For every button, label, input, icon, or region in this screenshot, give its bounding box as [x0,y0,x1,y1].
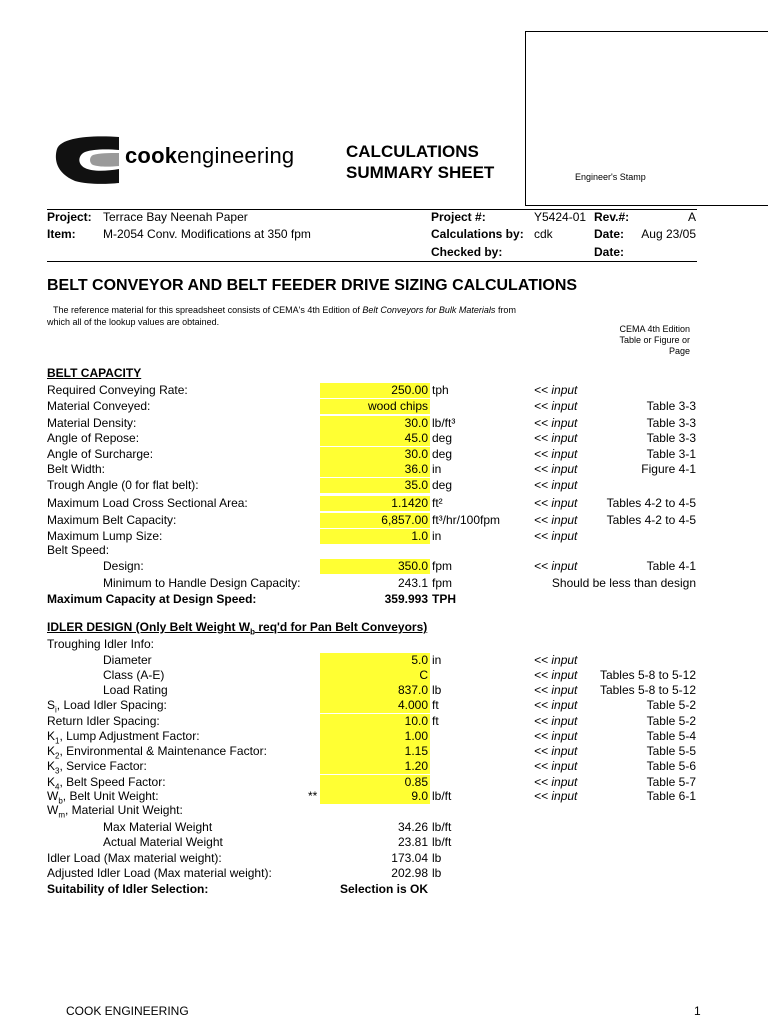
idler-factor-row-6-value: 0.85 [404,775,428,789]
belt-capacity-row-4-value: 45.0 [404,431,428,445]
suitability-value: Selection is OK [339,882,428,896]
idler-factor-row-4 [0,744,768,759]
belt-capacity-row-3 [0,416,768,431]
belt-capacity-row-10-label: Maximum Lump Size: [47,529,163,543]
belt-capacity-row-10 [0,529,768,544]
belt-capacity-row-7-value: 35.0 [404,478,428,492]
troughing-idler-row-2-input-marker: << input [534,668,578,682]
belt-capacity-row-5-input-marker: << input [534,447,578,461]
idler-factor-row-2 [0,714,768,729]
max-material-weight-unit: lb/ft [432,820,452,834]
troughing-row [0,637,768,652]
belt-capacity-row-8-input-marker: << input [534,496,578,510]
idler-factor-row-3-ref: Table 5-4 [646,729,696,743]
belt-capacity-row-5-unit: deg [432,447,453,461]
company-logo [53,135,123,185]
idler-factor-row-3-label: $K_1$, Lump Adjustment Factor: [47,729,200,746]
troughing-idler-row-3-ref: Tables 5-8 to 5-12 [599,683,696,697]
belt-capacity-row-1 [0,383,768,398]
belt-capacity-row-7-input-marker: << input [534,478,578,492]
belt-capacity-row-9-unit: ft³/hr/100fpm [432,513,501,527]
belt-speed-row [0,543,768,558]
max-material-weight-value: 34.26 [397,820,428,834]
idler-factor-row-4-input-marker: << input [534,744,578,758]
idler-factor-row-7-unit: lb/ft [432,789,452,803]
idler-factor-row-2-unit: ft [432,714,439,728]
idler-factor-row-1-input-marker: << input [534,698,578,712]
belt-capacity-row-8-unit: ft² [432,496,443,510]
belt-capacity-row-9-label: Maximum Belt Capacity: [47,513,177,527]
belt-capacity-row-9-value: 6,857.00 [381,513,428,527]
calc-by-label: Calculations by: [431,227,524,241]
belt-capacity-row-9-ref: Tables 4-2 to 4-5 [606,513,696,527]
reference-note: The reference material for this spreadsheet consists of CEMA's 4th Edition of Belt Conveyors for Bulk Materials from [53,305,516,315]
belt-capacity-row-8 [0,496,768,511]
checked-by-label: Checked by: [431,245,503,259]
belt-capacity-row-3-input-marker: << input [534,416,578,430]
belt-capacity-row-1-label: Required Conveying Rate: [47,383,188,397]
project-number-value: Y5424-01 [534,210,587,224]
date2-label: Date: [594,245,625,259]
belt-capacity-row-7-label: Trough Angle (0 for flat belt): [47,478,199,492]
belt-speed-label: Belt Speed: [47,543,110,557]
adjusted-idler-load-row [0,866,768,881]
main-title: BELT CONVEYOR AND BELT FEEDER DRIVE SIZING CALCULATIONS [47,277,578,294]
design-speed-value: 350.0 [397,559,428,573]
adjusted-idler-load-unit: lb [432,866,442,880]
belt-capacity-row-3-label: Material Density: [47,416,137,430]
troughing-idler-row-2-label: Class (A-E) [103,668,165,682]
max-capacity-value: 359.993 [384,592,428,606]
calc-by-value: cdk [534,227,553,241]
belt-capacity-row-2-value: wood chips [367,399,428,413]
idler-factor-row-1-ref: Table 5-2 [646,698,696,712]
idler-factor-row-5-value: 1.20 [404,759,428,773]
troughing-idler-row-1 [0,653,768,668]
belt-capacity-row-8-ref: Tables 4-2 to 4-5 [606,496,696,510]
item-value: M-2054 Conv. Modifications at 350 fpm [103,227,311,241]
project-value: Terrace Bay Neenah Paper [103,210,248,224]
date-value: Aug 23/05 [641,227,696,241]
idler-factor-row-2-input-marker: << input [534,714,578,728]
belt-capacity-row-5-value: 30.0 [404,447,428,461]
belt-capacity-row-5-ref: Table 3-1 [646,447,696,461]
belt-capacity-row-10-value: 1.0 [411,529,428,543]
belt-capacity-row-6 [0,462,768,477]
idler-factor-row-7-note-mark: ** [308,789,318,803]
belt-capacity-row-4-label: Angle of Repose: [47,431,140,445]
min-speed-unit: fpm [432,576,453,590]
rev-value: A [687,210,696,224]
troughing-idler-row-1-input-marker: << input [534,653,578,667]
idler-factor-row-7-value: 9.0 [411,789,428,803]
logo-mark-icon [53,135,123,185]
belt-capacity-row-3-unit: lb/ft³ [432,416,456,430]
belt-capacity-row-6-label: Belt Width: [47,462,106,476]
belt-capacity-row-1-value: 250.00 [391,383,428,397]
idler-factor-row-6-ref: Table 5-7 [646,775,696,789]
belt-capacity-row-4-input-marker: << input [534,431,578,445]
troughing-idler-row-3-value: 837.0 [397,683,428,697]
max-material-weight-row [0,820,768,835]
belt-capacity-row-8-value: 1.1420 [391,496,428,510]
design-speed-input-marker: << input [534,559,578,573]
date-label: Date: [594,227,625,241]
idler-factor-row-5-label: $K_3$, Service Factor: [47,759,147,776]
design-speed-ref: Table 4-1 [646,559,696,573]
troughing-idler-row-3 [0,683,768,698]
idler-design-heading: IDLER DESIGN (Only Belt Weight $W_b$ req'd for Pan Belt Conveyors) [47,620,428,637]
belt-capacity-row-1-input-marker: << input [534,383,578,397]
max-capacity-row [0,592,768,607]
idler-factor-row-1 [0,698,768,713]
belt-capacity-row-9-input-marker: << input [534,513,578,527]
troughing-idler-row-1-unit: in [432,653,442,667]
idler-load-row [0,851,768,866]
belt-capacity-row-2-ref: Table 3-3 [646,399,696,413]
suitability-row [0,882,768,897]
idler-factor-row-7-input-marker: << input [534,789,578,803]
belt-capacity-row-5 [0,447,768,462]
project-label: Project: [47,210,92,224]
material-unit-weight-row [0,803,768,818]
belt-capacity-row-8-label: Maximum Load Cross Sectional Area: [47,496,248,510]
idler-factor-row-1-label: $S_i$, Load Idler Spacing: [47,698,167,715]
max-material-weight-label: Max Material Weight [103,820,213,834]
reference-column-heading: CEMA 4th Edition Table or Figure or Page [619,324,690,356]
design-speed-unit: fpm [432,559,453,573]
belt-capacity-row-10-input-marker: << input [534,529,578,543]
troughing-idler-row-2-ref: Tables 5-8 to 5-12 [599,668,696,682]
idler-factor-row-5-input-marker: << input [534,759,578,773]
idler-factor-row-5-ref: Table 5-6 [646,759,696,773]
troughing-idler-row-2-value: C [419,668,428,682]
belt-capacity-row-7-unit: deg [432,478,453,492]
troughing-idler-row-3-input-marker: << input [534,683,578,697]
belt-capacity-row-1-unit: tph [432,383,449,397]
footer-company: COOK ENGINEERING [66,1004,189,1018]
troughing-idler-row-1-label: Diameter [103,653,152,667]
troughing-idler-row-1-value: 5.0 [411,653,428,667]
idler-factor-row-4-ref: Table 5-5 [646,744,696,758]
idler-factor-row-3 [0,729,768,744]
belt-capacity-row-4 [0,431,768,446]
actual-material-weight-unit: lb/ft [432,835,452,849]
idler-factor-row-6 [0,775,768,790]
adjusted-idler-load-value: 202.98 [391,866,428,880]
sheet-title: CALCULATIONS SUMMARY SHEET [346,142,495,182]
reference-note-line2: which all of the lookup values are obtained. [47,317,220,327]
belt-capacity-heading: BELT CAPACITY [47,366,142,380]
belt-capacity-row-6-ref: Figure 4-1 [641,462,696,476]
idler-factor-row-2-label: Return Idler Spacing: [47,714,160,728]
min-speed-label: Minimum to Handle Design Capacity: [103,576,301,590]
belt-capacity-row-2-input-marker: << input [534,399,578,413]
belt-capacity-row-6-value: 36.0 [404,462,428,476]
idler-load-label: Idler Load (Max material weight): [47,851,222,865]
idler-factor-row-1-unit: ft [432,698,439,712]
idler-factor-row-4-label: $K_2$, Environmental & Maintenance Factor: [47,744,267,761]
info-bottom-rule [47,261,697,262]
min-speed-value: 243.1 [397,576,428,590]
troughing-idler-row-2 [0,668,768,683]
idler-factor-row-2-ref: Table 5-2 [646,714,696,728]
stamp-label: Engineer's Stamp [575,172,646,182]
project-number-label: Project #: [431,210,486,224]
idler-load-unit: lb [432,851,442,865]
idler-factor-row-4-value: 1.15 [404,744,428,758]
belt-capacity-row-4-ref: Table 3-3 [646,431,696,445]
idler-factor-row-6-label: $K_4$, Belt Speed Factor: [47,775,166,792]
item-label: Item: [47,227,76,241]
belt-capacity-row-2-label: Material Conveyed: [47,399,151,413]
idler-factor-row-3-input-marker: << input [534,729,578,743]
idler-factor-row-6-input-marker: << input [534,775,578,789]
adjusted-idler-load-label: Adjusted Idler Load (Max material weight): [47,866,272,880]
min-speed-note: Should be less than design [551,576,696,590]
design-speed-label: Design: [103,559,144,573]
idler-load-value: 173.04 [391,851,428,865]
actual-material-weight-row [0,835,768,850]
belt-capacity-row-9 [0,513,768,528]
idler-factor-row-2-value: 10.0 [404,714,428,728]
troughing-idler-row-3-label: Load Rating [103,683,168,697]
actual-material-weight-value: 23.81 [397,835,428,849]
min-speed-row [0,576,768,591]
belt-capacity-row-3-ref: Table 3-3 [646,416,696,430]
engineer-stamp-box [525,31,768,206]
belt-capacity-row-10-unit: in [432,529,442,543]
belt-capacity-row-2 [0,399,768,414]
belt-capacity-row-6-input-marker: << input [534,462,578,476]
logo-wordmark: cookengineering [125,143,295,168]
idler-factor-row-7-ref: Table 6-1 [646,789,696,803]
idler-factor-row-7 [0,789,768,804]
footer-page-number: 1 [694,1004,701,1018]
belt-capacity-row-5-label: Angle of Surcharge: [47,447,154,461]
idler-factor-row-5 [0,759,768,774]
max-capacity-label: Maximum Capacity at Design Speed: [47,592,257,606]
troughing-idler-row-3-unit: lb [432,683,442,697]
idler-factor-row-3-value: 1.00 [404,729,428,743]
design-speed-row [0,559,768,574]
belt-capacity-row-3-value: 30.0 [404,416,428,430]
idler-factor-row-7-label: $W_b$, Belt Unit Weight: [47,789,159,806]
belt-capacity-row-4-unit: deg [432,431,453,445]
troughing-label: Troughing Idler Info: [47,637,154,651]
belt-capacity-row-7 [0,478,768,493]
actual-material-weight-label: Actual Material Weight [103,835,223,849]
rev-label: Rev.#: [594,210,630,224]
idler-factor-row-1-value: 4.000 [397,698,428,712]
belt-capacity-row-6-unit: in [432,462,442,476]
material-unit-weight-label: $W_m$, Material Unit Weight: [47,803,183,820]
suitability-label: Suitability of Idler Selection: [47,882,209,896]
max-capacity-unit: TPH [432,592,456,606]
